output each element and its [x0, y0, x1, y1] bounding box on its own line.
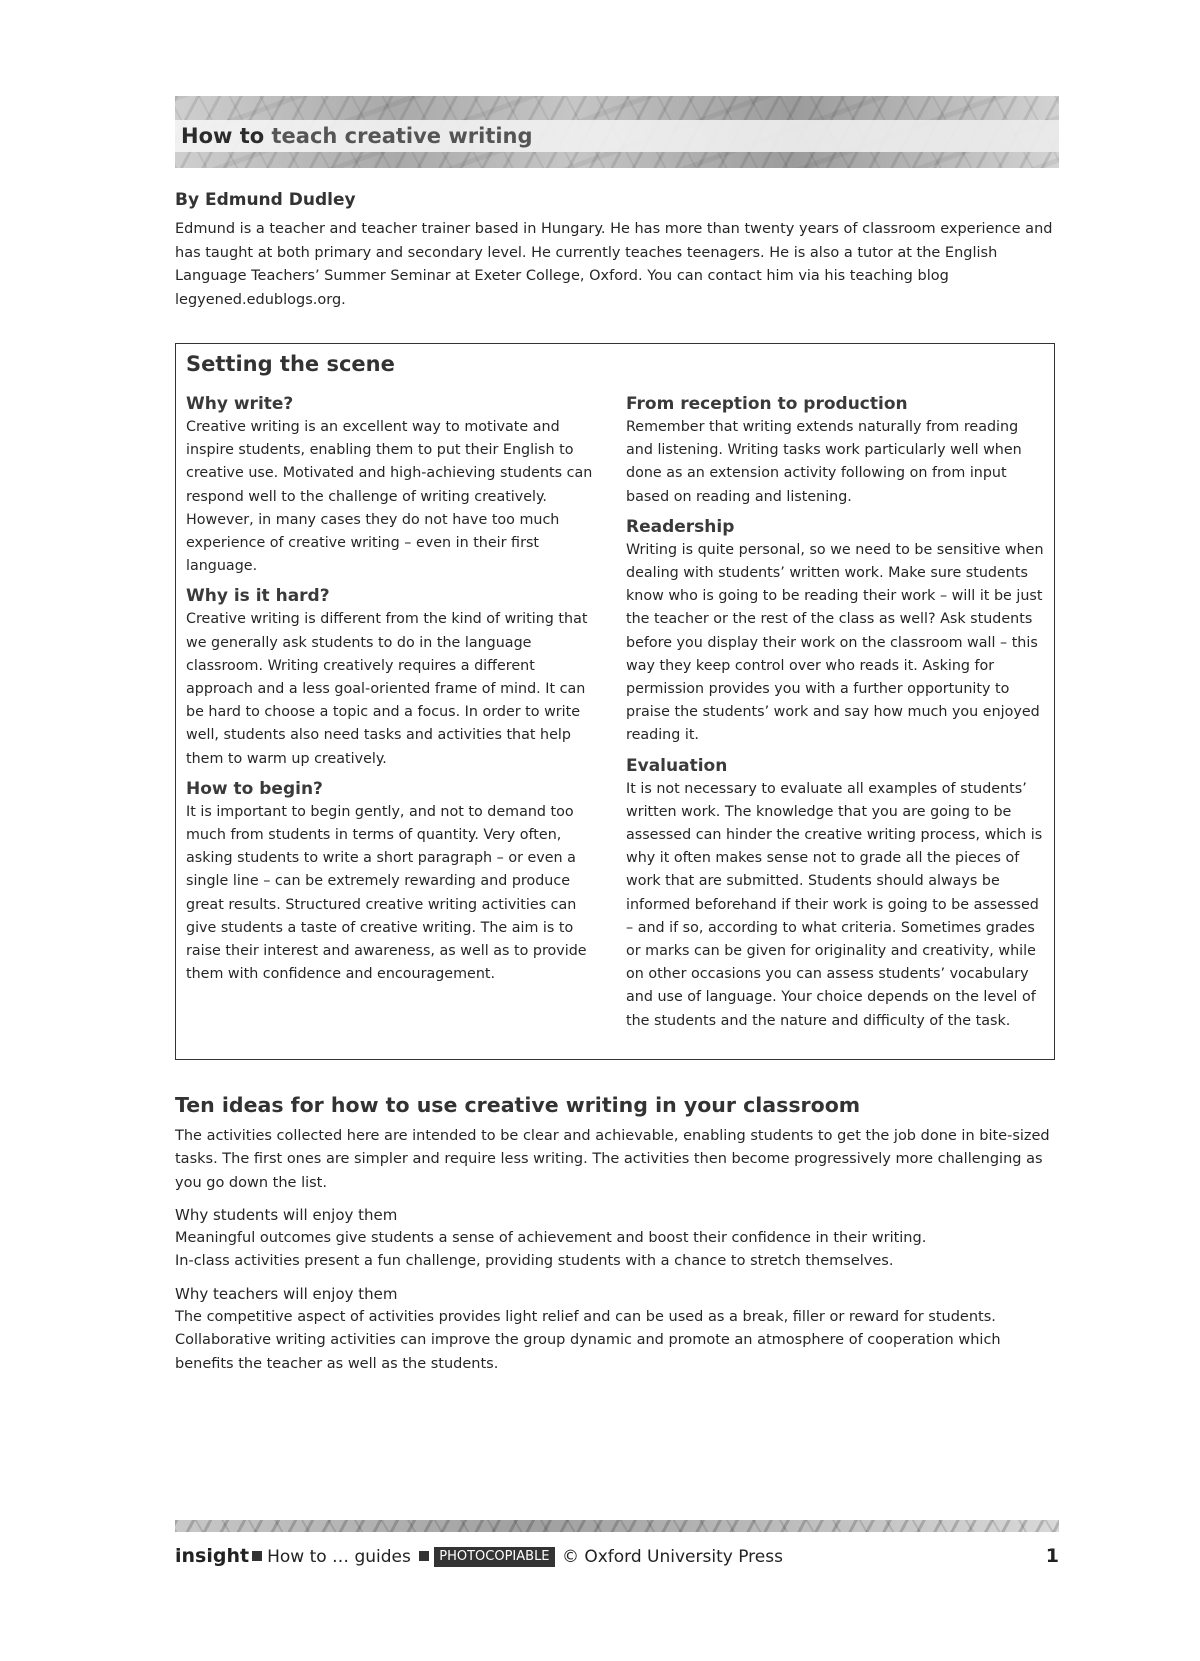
ten-ideas-section [175, 1093, 1059, 1376]
page-title [181, 122, 533, 150]
scene-heading-why-write: Why write? [186, 394, 294, 414]
square-bullet-icon [419, 1551, 429, 1561]
header-banner [175, 96, 1059, 168]
footer-brand: insight [175, 1545, 250, 1567]
scene-heading-readership: Readership [626, 516, 735, 537]
teachers-line-2: Collaborative writing activities can improve the group dynamic and promote an atmosphere of cooperation which benefits the teacher as well as the students. [175, 1332, 1001, 1372]
footer [175, 1542, 1059, 1570]
photocopiable-badge: PHOTOCOPIABLE [434, 1547, 554, 1567]
scene-right-column [626, 392, 1048, 1039]
author-byline: By Edmund Dudley [175, 190, 356, 210]
students-heading: Why students will enjoy them [175, 1205, 398, 1224]
scene-text-evaluation: It is not necessary to evaluate all examples of students’ written work. The knowledge that you are going to be assessed can hinder the creative writing process, which is why it often makes sense not to grade all the pieces of work that are submitted. Students should always be informed beforehand if their work is going to be assessed – and if so, according to what criteria. Sometimes grades or marks can be given for originality and creativity, while on other occasions you can assess students’ vocabulary and use of language. Your choice depends on the level of the students and the nature and difficulty of the task. [626, 780, 1043, 1029]
scene-text-readership: Writing is quite personal, so we need to be sensitive when dealing with students’ written work. Make sure students know who is going to be reading their work – will it be just the teacher or the rest of the class as well? Ask students before you display their work on the classroom wall – this way they keep control over who reads it. Asking for permission provides you with a further opportunity to praise the students’ work and say how much you enjoyed reading it. [626, 541, 1044, 744]
page-title-rest: teach creative writing [264, 124, 533, 148]
scene-text-reception: Remember that writing extends naturally from reading and listening. Writing tasks work particularly well when done as an extension activity following on from input based on reading and listening. [626, 419, 1022, 505]
page-number: 1 [1045, 1545, 1059, 1567]
teachers-line-1: The competitive aspect of activities provides light relief and can be used as a break, filler or reward for students. [175, 1309, 996, 1326]
scene-text-why-hard: Creative writing is different from the kind of writing that we generally ask students to do in the language classroom. Writing creatively requires a different approach and a less goal-oriented frame of mind. It can be hard to choose a topic and a focus. In order to write well, students also need tasks and activities that help them to warm up creatively. [186, 611, 588, 767]
scene-heading-how-begin: How to begin? [186, 778, 323, 799]
scene-heading-evaluation: Evaluation [626, 755, 728, 776]
footer-copyright: © Oxford University Press [561, 1547, 783, 1567]
ideas-title: Ten ideas for how to use creative writing in your classroom [175, 1093, 861, 1117]
page-title-prefix: How to [181, 124, 265, 148]
scene-title: Setting the scene [186, 352, 395, 376]
scene-heading-why-hard: Why is it hard? [186, 586, 330, 607]
teachers-heading: Why teachers will enjoy them [175, 1284, 398, 1303]
footer-banner [175, 1520, 1059, 1532]
author-bio: Edmund is a teacher and teacher trainer based in Hungary. He has more than twenty years of classroom experience and has taught at both primary and secondary level. He currently teaches teenagers. He is also a tutor at the English Language Teachers’ Summer Seminar at Exeter College, Oxford. You can contact him via his teaching blog legyened.edublogs.org. [175, 221, 1053, 308]
students-line-1: Meaningful outcomes give students a sense of achievement and boost their confidence in their writing. [175, 1230, 927, 1247]
students-line-2: In-class activities present a fun challenge, providing students with a chance to stretch themselves. [175, 1253, 894, 1270]
footer-series: How to … guides [267, 1547, 411, 1567]
scene-heading-reception: From reception to production [626, 394, 908, 414]
scene-text-how-begin: It is important to begin gently, and not to demand too much from students in terms of quantity. Very often, asking students to write a short paragraph – or even a single line – can be extremely rewarding and produce great results. Structured creative writing activities can give students a taste of creative writing. The aim is to raise their interest and awareness, as well as to provide them with confidence and encouragement. [186, 803, 587, 983]
ideas-intro: The activities collected here are intended to be clear and achievable, enabling students to get the job done in bite-sized tasks. The first ones are simpler and require less writing. The activities then become progressively more challenging as you go down the list. [175, 1128, 1050, 1191]
scene-text-why-write: Creative writing is an excellent way to motivate and inspire students, enabling them to put their English to creative use. Motivated and high-achieving students can respond well to the challenge of writing creatively. However, in many cases they do not have too much experience of creative writing – even in their first language. [186, 419, 593, 575]
square-bullet-icon [252, 1551, 262, 1561]
setting-the-scene-box [175, 343, 1055, 1060]
scene-left-column [186, 392, 600, 992]
author-section [175, 190, 1059, 312]
